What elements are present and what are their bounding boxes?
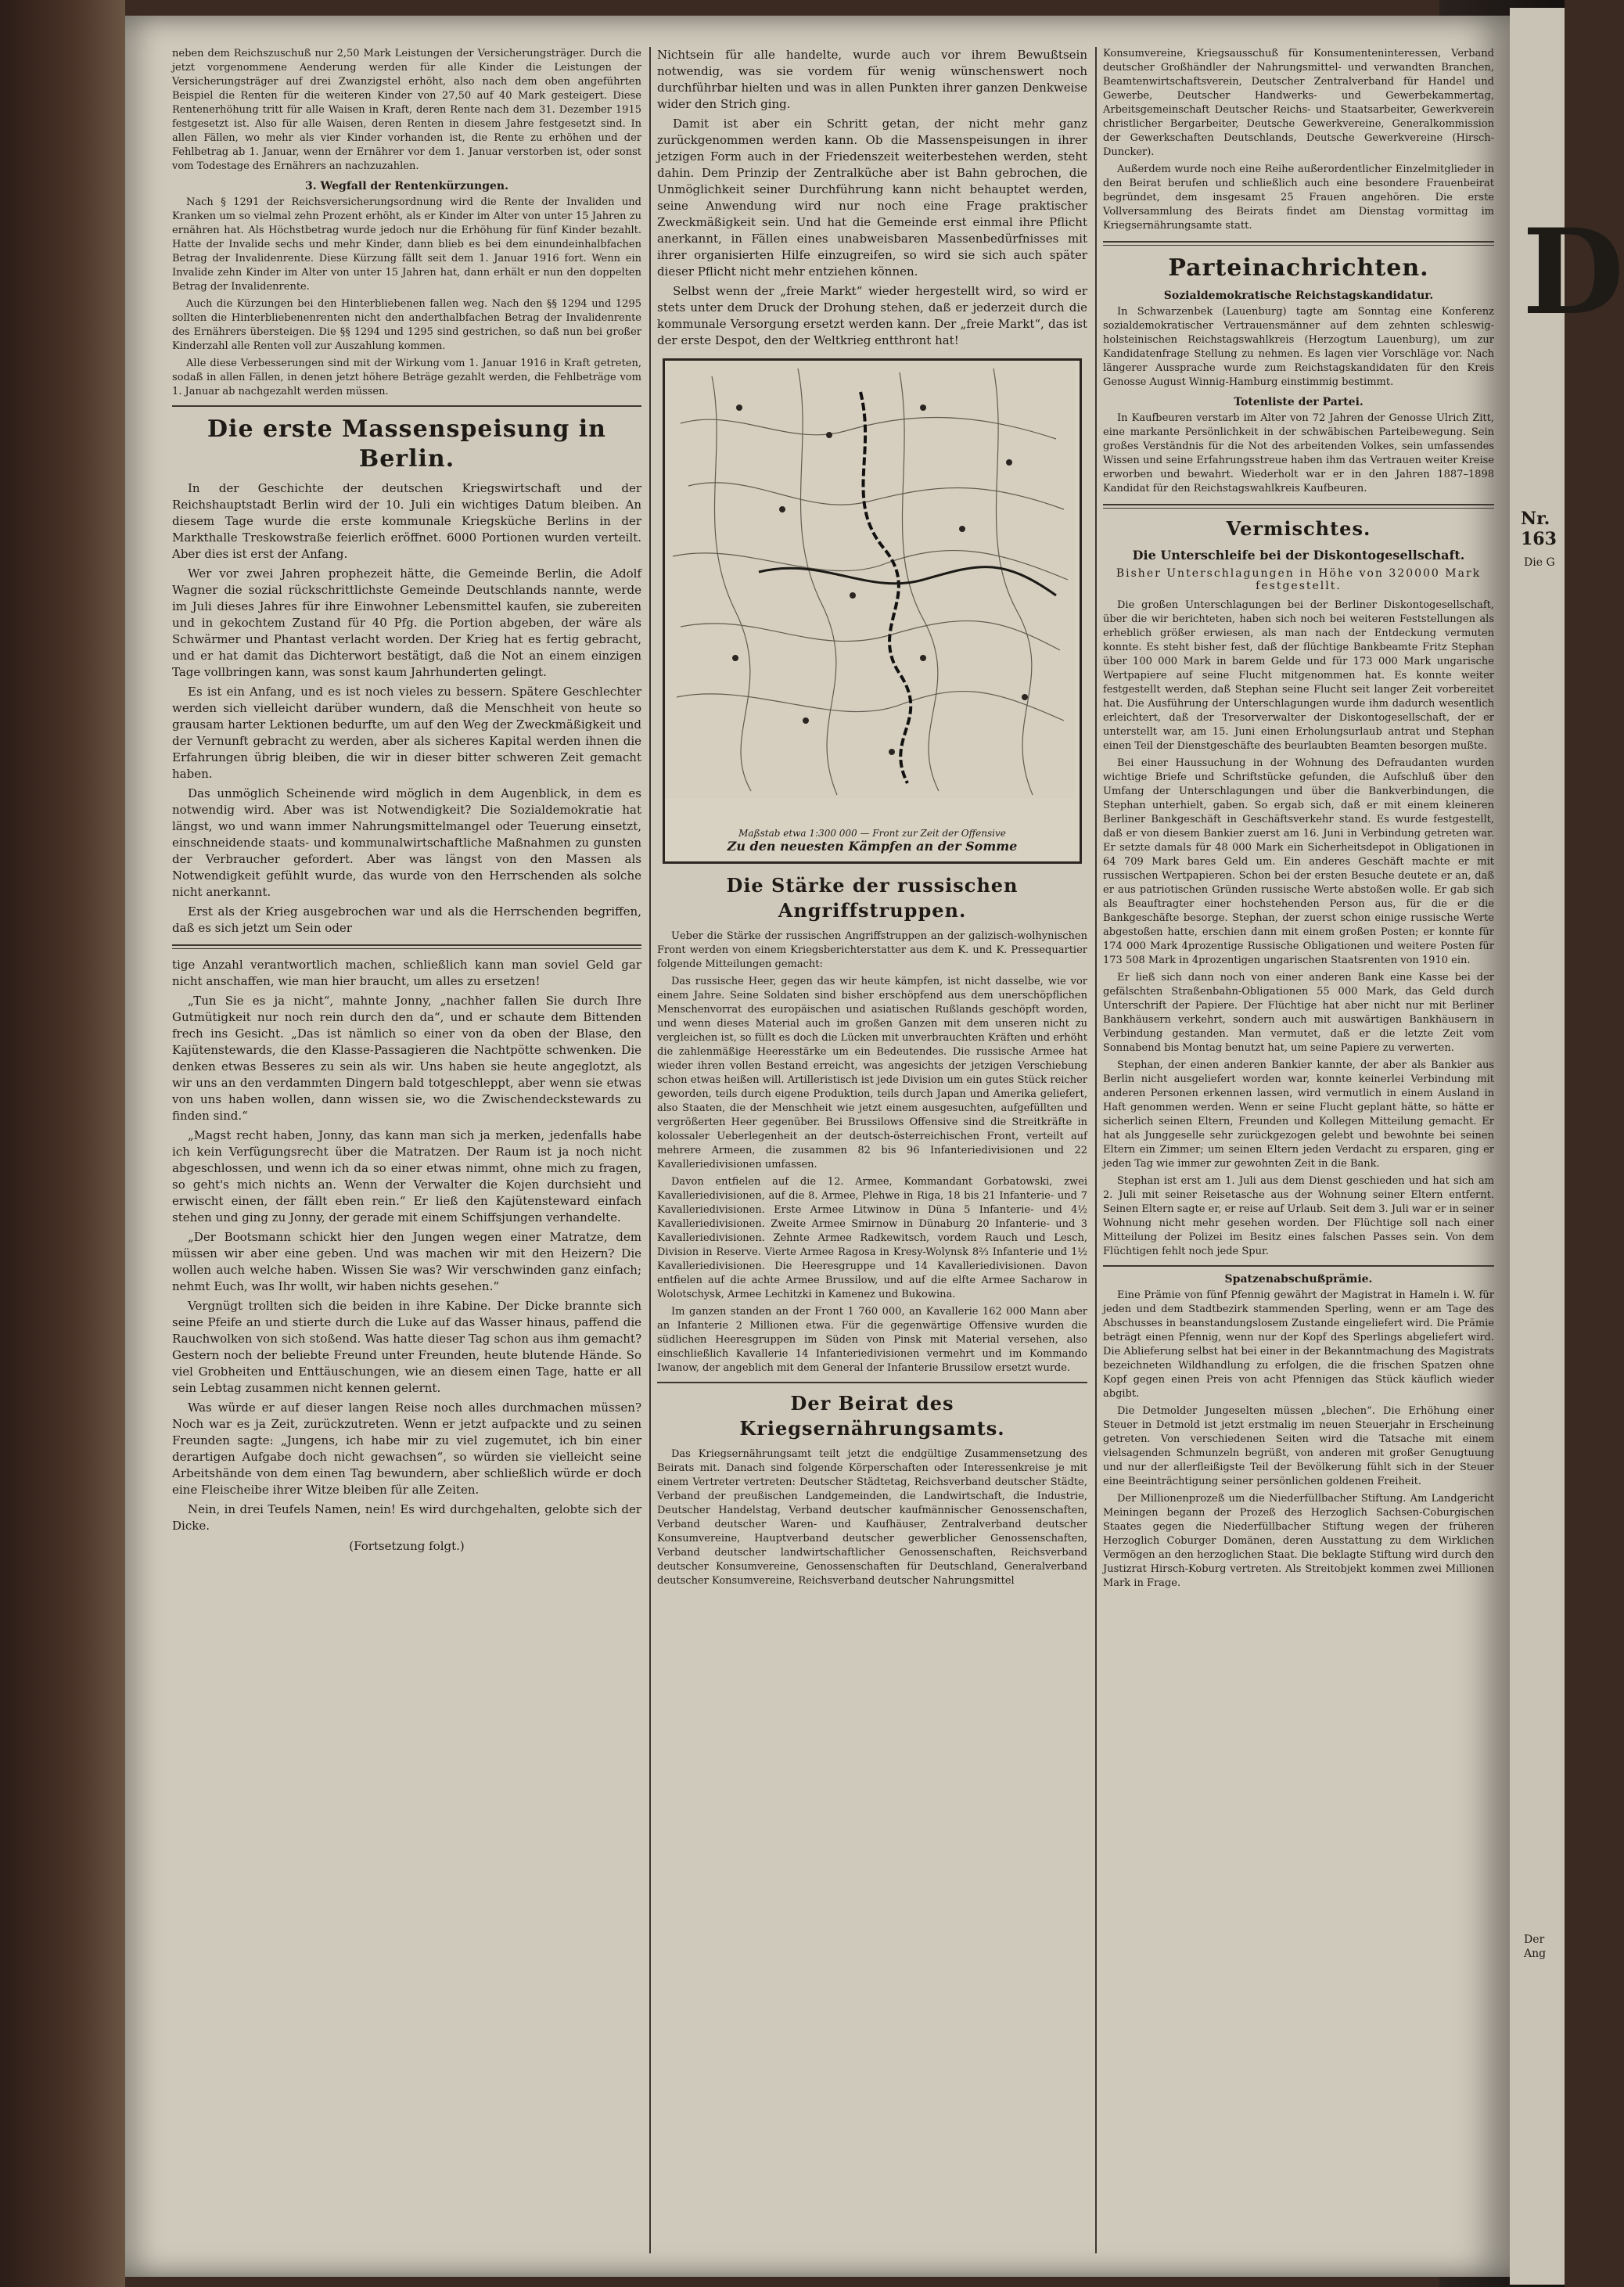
article-paragraph: Das Kriegsernährungsamt teilt jetzt die endgültige Zusammensetzung des Beirats mit. Danach sind folgende Körperschaften oder Interessenkreise je mit einem Vertreter vertreten: Deutscher Städtetag, Reichsverband deutscher Städte, Verband der preußischen Landgemeinden, die Landwirtschaft, die Industrie, Deutscher Handelstag, Verband deutscher kaufmännischer Genossenschaften, Verband deutscher Waren- und Kaufhäuser, Zentralverband deutscher Konsumvereine, Hauptverband deutscher gewerblicher Genossenschaften, Verband deutscher landwirtschaftlicher Genossenschaften, Reichsverband deutscher Konsumvereine, Genossenschaften für Deutschland, Generalverband deutscher Konsumvereine, Reichsverband deutscher Nahrungsmittel <box>657 1448 1087 1587</box>
article-paragraph: Bei einer Haussuchung in der Wohnung des Defraudanten wurden wichtige Briefe und Schriftstücke gefunden, die Aufschluß über den Umfang der Unterschlagungen und über die Bankverbindungen, die Stephan unterhielt, gaben. So ergab sich, daß er mit einem kleineren Berliner Bankgeschäft in Geschäftsverkehr stand. Es wurde festgestellt, daß er von diesem Bankier zuerst am 16. Juni in Verbindung getreten war. Er setzte damals für 48 000 Mark ein Sicherheitsdepot in Obligationen in 64 709 Mark bares Geld um. Ein anderes Geschäft machte er mit russischen Wertpapieren. Schon bei der ersten Besuche deutete er an, daß er aus patriotischen Gründen russische Werte abstoßen wolle. Er gab sich als Beauftragter einer hochstehenden Person aus, für die er die Bankgeschäfte besorge. Stephan, der zuerst schon einige russische Werte abgestoßen hatte, erschien dann mit einem großen Posten; er konnte für 174 000 Mark 4prozentige Russische Obligationen und weitere Posten für 173 508 Mark in 4prozentigen ungarischen Staatsrenten von 1910 ein. <box>1103 757 1494 966</box>
headline-russische-angriffstruppen: Die Stärke der russischen Angriffstruppen. <box>726 874 1019 922</box>
map-drawing <box>665 361 1075 799</box>
headline-parteinachrichten: Parteinachrichten. <box>1168 254 1429 282</box>
article-paragraph: Der Millionenprozeß um die Niederfüllbacher Stiftung. Am Landgericht Meiningen begann der Prozeß des Herzoglich Sachsen-Coburgischen Staates gegen die Niederfüllbacher Stiftung wegen der früheren Herzoglich Coburger Domänen, deren Ausstattung zu dem Wirklichen Vermögen an den herzoglichen Staat. Die beklagte Stiftung wird durch den Justizrat Hirsch-Koburg vertreten. Als Streitobjekt kommen zwei Millionen Mark in Frage. <box>1103 1493 1494 1589</box>
article-paragraph: In Kaufbeuren verstarb im Alter von 72 Jahren der Genosse Ulrich Zitt, eine markante Persönlichkeit in der schwäbischen Parteibewegung. Sein großes Verständnis für die Not des arbeitenden Volkes, sein umfassendes Wissen und seine Erfahrungsstreue haben ihm das Vertrauen weiter Kreise erworben und bewahrt. Wiederholt war er in den Jahren 1887–1898 Kandidat für den Reichstagswahlkreis Kaufbeuren. <box>1103 412 1494 494</box>
article-paragraph: Stephan, der einen anderen Bankier kannte, der aber als Bankier aus Berlin nicht ausgeliefert worden war, konnte keinerlei Verbindung mit anderen Personen erkennen lassen, wird vermutlich in einem Ausland in Haft genommen werden. Wenn er seine Flucht geplant hätte, so hätte er sicherlich seinen Eltern, Freunden und Kollegen Mitteilung gemacht. Er hat als Junggeselle sehr zurückgezogen gelebt und bewohnte bei seinen Eltern ein Zimmer; um seinen Eltern jeden Verdacht zu ersparen, ging er jeden Tag wie immer zur gewohnten Zeit in die Bank. <box>1103 1059 1494 1170</box>
column-1 <box>172 47 641 1553</box>
section-subheading: Sozialdemokratische Reichstagskandidatur. <box>1163 289 1434 302</box>
headline-beirat: Der Beirat des Kriegsernährungsamts. <box>739 1392 1005 1440</box>
divider <box>172 405 641 407</box>
article-paragraph: Ueber die Stärke der russischen Angriffstruppen an der galizisch-wolhynischen Front werden von einem Kriegsberichterstatter aus dem K. und K. Pressequartier folgende Mitteilungen gemacht: <box>657 930 1087 970</box>
section-subheading: Totenliste der Partei. <box>1234 396 1364 408</box>
map-title: Zu den neuesten Kämpfen an der Somme <box>727 839 1018 854</box>
article-paragraph: In Schwarzenbek (Lauenburg) tagte am Sonntag eine Konferenz sozialdemokratischer Vertrauensmänner auf dem zehnten schleswig-holsteinischen Reichstagswahlkreis (Herzogtum Lauenburg), um zur Kandidatenfrage Stellung zu nehmen. Es lagen vier Vorschläge vor. Nach längerer Aussprache wurde zum Reichstagskandidaten für den Kreis Genosse August Winnig-Hamburg einstimmig bestimmt. <box>1103 306 1494 388</box>
article-paragraph: Konsumvereine, Kriegsausschuß für Konsumenteninteressen, Verband deutscher Großhändler der Nahrungsmittel- und verwandten Branchen, Beamtenwirtschaftsverein, Deutscher Zentralverband für Handel und Gewerbe, Deutscher Handwerks- und Gewerbekammertag, Arbeitsgemeinschaft Deutscher Reichs- und Staatsarbeiter, Gewerkverein christlicher Bergarbeiter, Deutsche Gewerkvereine, Generalkommission der Gewerkschaften Deutschlands, Deutsche Gewerkvereine (Hirsch-Duncker). <box>1103 48 1494 158</box>
headline-vermischtes: Vermischtes. <box>1226 517 1371 540</box>
divider <box>657 1382 1087 1383</box>
section-subheading: 3. Wegfall der Rentenkürzungen. <box>305 180 508 192</box>
section-subheading: Spatzenabschußprämie. <box>1224 1273 1373 1286</box>
serial-paragraph: „Magst recht haben, Jonny, das kann man sich ja merken, jedenfalls habe ich kein Verfügungsrecht über die Matratzen. Der Raum ist ja noch nicht abgeschlossen, und wenn ich da so einer etwas nimmt, ohne mich zu fragen, so geht's mich nichts an. Wenn der Verwalter die Kojen durchsieht und erwischt einen, der fällt eben rein.“ Er ließ den Kajütensteward einfach stehen und ging zu Jonny, der gerade mit einem Schiffsjungen verhandelte. <box>172 1128 641 1224</box>
serial-paragraph: Nein, in drei Teufels Namen, nein! Es wird durchgehalten, gelobte sich der Dicke. <box>172 1502 641 1533</box>
newspaper-page <box>125 16 1510 2277</box>
text-fragment: Der Ang <box>1524 1933 1547 1960</box>
book-binding-left <box>0 0 125 2287</box>
column-rule <box>1095 47 1097 2253</box>
article-paragraph: Das unmöglich Scheinende wird möglich in dem Augenblick, in dem es notwendig wird. Aber was ist Notwendigkeit? Die Sozialdemokratie hat längst, wo und wann immer Nahrungsmittelmangel oder Teuerung einsetzt, einschneidende staats- und kommunalwirtschaftliche Maßnahmen zu gunsten der Verbraucher gefordert. Aber was längst von den Massen als Notwendigkeit gefühlt wurde, das wurde von den Herrschenden als solche nicht anerkannt. <box>172 786 641 899</box>
article-paragraph: Außerdem wurde noch eine Reihe außerordentlicher Einzelmitglieder in den Beirat berufen und schließlich auch eine besondere Frauenbeirat begründet, dem insgesamt 25 Frauen angehören. Die erste Vollversammlung des Beirats findet am Dienstag vormittag im Kriegsernährungsamte statt. <box>1103 164 1494 232</box>
article-paragraph: Damit ist aber ein Schritt getan, der nicht mehr ganz zurückgenommen werden kann. Ob die Massenspeisungen in ihrer jetzigen Form auch in der Friedenszeit weiterbestehen werden, steht dahin. Dem Prinzip der Zentralküche aber ist Bahn gebrochen, die Unmöglichkeit seiner Durchführung kann nicht behauptet werden, seine Anwendung wird nur noch eine Frage praktischer Zweckmäßigkeit sein. Und hat die Gemeinde erst einmal ihre Pflicht anerkannt, in Fällen eines unabweisbaren Massenbedürfnisses mit ihrer organisierten Hilfe einzugreifen, so wird sie sich auch später dieser Pflicht nicht mehr entziehen können. <box>657 117 1087 279</box>
map-scale-label: Maßstab etwa 1:300 000 — Front zur Zeit der Offensive <box>738 828 1006 839</box>
divider <box>1103 1265 1494 1267</box>
issue-number: Nr. 163 <box>1521 509 1557 549</box>
article-paragraph: Nichtsein für alle handelte, wurde auch vor ihrem Bewußtsein notwendig, was sie vordem für wenig wünschenswert noch durchführbar hielten und was in allen Punkten ihrer ganzen Denkweise wider den Strich ging. <box>657 48 1087 111</box>
article-paragraph: Nach § 1291 der Reichsversicherungsordnung wird die Rente der Invaliden und Kranken um so vielmal zehn Prozent erhöht, als er Kinder im Alter von unter 15 Jahren zu ernähren hat. Als Höchstbetrag wurde jedoch nur die Erhöhung für fünf Kinder bezahlt. Hatte der Invalide sechs und mehr Kinder, dann blieb es bei dem einundeinhalbfachen Betrag der Invalidenrente. Diese Kürzung fällt seit dem 1. Januar 1916 fort. Wenn ein Invalide zehn Kinder im Alter von unter 15 Jahren hat, dann erhält er nun den doppelten Betrag der Invalidenrente. <box>172 196 641 293</box>
adjacent-page-edge <box>1510 8 1624 2285</box>
article-paragraph: Stephan ist erst am 1. Juli aus dem Dienst geschieden und hat sich am 2. Juli mit seiner Reisetasche aus der Wohnung seiner Eltern entfernt. Seinen Eltern sagte er, er reise auf Urlaub. Seit dem 3. Juli war er in seiner Wohnung nicht mehr gesehen worden. Der Flüchtige soll nach einer Mitteilung der Polizei im Besitz eines falschen Passes sein. Von dem Flüchtigen fehlt noch jede Spur. <box>1103 1175 1494 1257</box>
divider <box>1103 504 1494 509</box>
article-paragraph: Davon entfielen auf die 12. Armee, Kommandant Gorbatowski, zwei Kavalleriedivisionen, auf die 8. Armee, Plehwe in Riga, 18 bis 21 Infanterie- und 7 Kavalleriedivisionen. Erste Armee Litwinow in Düna 5 Infanterie- und 4½ Kavalleriedivisionen. Zweite Armee Smirnow in Dünaburg 20 Infanterie- und 3 Kavalleriedivisionen. Zehnte Armee Radkewitsch, vordem Rauch und Lesch, Division in Reserve. Vierte Armee Ragosa in Kresy-Wolynsk 8⅔ Infanterie und 1½ Kavalleriedivisionen. Die Heeresgruppe und 14 Kavalleriedivisionen. Davon entfielen auf die achte Armee Brussilow, und auf die elfte Armee Sacharow in Wolotschysk, Armee Lechitzki in Kamenez und Bukowina. <box>657 1176 1087 1300</box>
article-subtitle: Bisher Unterschlagungen in Höhe von 320000 Mark festgestellt. <box>1116 567 1482 592</box>
article-paragraph: neben dem Reichszuschuß nur 2,50 Mark Leistungen der Versicherungsträger. Durch die jetzt vorgenommene Aenderung werden für alle Kinder die Leistungen der Versicherungsträger auf drei Zwanzigstel erhöht, also nach dem oben angeführten Beispiel die Renten für die weiteren Kinder von 27,50 auf 40 Mark gesteigert. Diese Rentenerhöhung tritt für alle Waisen in Kraft, deren Rente nach dem 31. Dezember 1915 festgesetzt ist. Also für alle Waisen, deren Renten in diesem Jahre festgesetzt sind. In allen Fällen, wo mehr als vier Kinder vorhanden ist, die Rente zu erhöhen und der Fehlbetrag ab 1. Januar, wenn der Ernährer vor dem 1. Januar verstorben ist, oder sonst vom Todestage des Ernährers an nachzuzahlen. <box>172 48 641 172</box>
somme-map <box>663 358 1082 864</box>
serial-paragraph: „Tun Sie es ja nicht“, mahnte Jonny, „nachher fallen Sie durch Ihre Gutmütigkeit nur noch rein durch den da“, und er schaute dem Bittenden frech ins Gesicht. „Das ist nämlich so einer von da oben der Blase, den Kajütenstewards, die den Klasse-Passagieren die Nachtpötte schwenken. Die denken etwas Besseres zu sein als wir. Uns haben sie heute angeglotzt, als wir uns an den verdammten Dingern bald totgeschleppt, aber wenn sie etwas von uns haben wollen, dann wissen sie, wo die Zwischendeckstewards zu finden sind.“ <box>172 994 641 1123</box>
masthead-fragment: D <box>1522 203 1624 341</box>
article-paragraph: Selbst wenn der „freie Markt“ wieder hergestellt wird, so wird er stets unter dem Druck der Drohung stehen, daß er jederzeit durch die kommunale Versorgung ersetzt werden kann. Der „freie Markt“, das ist der erste Despot, den der Weltkrieg entthront hat! <box>657 284 1087 347</box>
article-paragraph: Er ließ sich dann noch von einer anderen Bank eine Kasse bei der gefälschten Straßenbahn-Obligationen 55 000 Mark, das Geld durch Unterschrift der Papiere. Der Flüchtige hat aber nicht nur mit Berliner Bankhäusern verkehrt, sondern auch mit auswärtigen Bankhäusern in Verbindung gestanden. Man vermutet, daß er die letzte Zeit vom Sonnabend bis Montag benutzt hat, um seine Papiere zu verwerten. <box>1103 972 1494 1054</box>
serial-paragraph: tige Anzahl verantwortlich machen, schließlich kann man soviel Geld gar nicht anschaffen, wie man hier braucht, um alles zu ersetzen! <box>172 958 641 988</box>
continued-note: (Fortsetzung folgt.) <box>349 1539 465 1553</box>
article-paragraph: Eine Prämie von fünf Pfennig gewährt der Magistrat in Hameln i. W. für jeden und dem Stadtbezirk stammenden Sperling, wenn er am Tage des Abschusses in beanstandungslosem Zustande eingeliefert wird. Die Prämie beträgt einen Pfennig, wenn nur der Kopf des Sperlings abgeliefert wird. Die Ablieferung selbst hat bei einer in der Bekanntmachung des Magistrats bezeichneten Wildhandlung zu erfolgen, die die frischen Spatzen ohne Kopf gegen einen Preis von acht Pfennigen das Stück käuflich wieder abgibt. <box>1103 1289 1494 1400</box>
serial-paragraph: Was würde er auf dieser langen Reise noch alles durchmachen müssen? Noch war es ja Zeit, zurückzutreten. Wenn er jetzt aufpackte und zu seinen Freunden sagte: „Jungens, ich habe mir zu viel zugemutet, ich bin einer derartigen Aufgabe doch nicht gewachsen“, so würden sie vielleicht seine Arbeitshände von dem einen Tag bewundern, aber schließlich würde er doch eine Fleischeibe ihrer Witze bleiben für alle Zeiten. <box>172 1401 641 1497</box>
article-paragraph: Die großen Unterschlagungen bei der Berliner Diskontogesellschaft, über die wir berichteten, haben sich noch bei weiteren Feststellungen als erheblich größer erwiesen, als man nach der Entdeckung vermuten konnte. Es steht bisher fest, daß der flüchtige Bankbeamte Fritz Stephan über 100 000 Mark in barem Gelde und für 173 000 Mark ungarische Wertpapiere auf seine Flucht mitgenommen hat. Es konnte weiter festgestellt werden, daß Stephan seine Flucht seit langer Zeit vorbereitet hat. Die Ausführung der Unterschlagungen wurde ihm dadurch wesentlich erleichtert, daß der Tresorverwalter der Diskontogesellschaft, der er unterstellt war, am 15. Juni einen Erholungsurlaub antrat und Stephan einen Teil der Dienstgeschäfte des beurlaubten Beamten besorgen mußte. <box>1103 599 1494 752</box>
article-paragraph: Im ganzen standen an der Front 1 760 000, an Kavallerie 162 000 Mann aber an Infanterie 2 Millionen etwa. Für die gegenwärtige Offensive wurden die südlichen Heeresgruppen im Süden von Pinsk mit Material versehen, also einschließlich Kavallerie 14 Infanteriedivisionen vermehrt und im Kommando Iwanow, der angeblich mit dem General der Infanterie Brussilow ersetzt wurde. <box>657 1306 1087 1374</box>
column-3 <box>1103 47 1494 1594</box>
article-paragraph: Wer vor zwei Jahren prophezeit hätte, die Gemeinde Berlin, die Adolf Wagner die sozial rückschrittlichste Gemeinde Deutschlands nannte, werde im Juli dieses Jahres für ihre Einwohner Lebensmittel kaufen, sie zubereiten und in gekochtem Zustand für 40 Pfg. die Portion abgeben, der wäre als Schwärmer und Phantast verlacht worden. Der Krieg hat es fertig gebracht, und er hat damit das Dichterwort bestätigt, daß die Not an einem einzigen Tage vollbringen kann, was sonst kaum Jahrhunderten gelingt. <box>172 566 641 679</box>
text-fragment: Die G <box>1524 556 1555 569</box>
article-title: Die Unterschleife bei der Diskontogesellschaft. <box>1132 548 1465 563</box>
article-paragraph: Die Detmolder Jungeselten müssen „blechen“. Die Erhöhung einer Steuer in Detmold ist jetzt erstmalig im neuen Steuerjahr in Erscheinung getreten. Von verschiedenen Seiten wird die Tatsache mit einem vielsagenden Schmunzeln begrüßt, von anderen mit großer Genugtuung und nur der allerfleißigste Teil der Bevölkerung fühlt sich in der Steuer eine Beeinträchtigung seiner persönlichen goldenen Freiheit. <box>1103 1405 1494 1487</box>
article-paragraph: Erst als der Krieg ausgebrochen war und als die Herrschenden begriffen, daß es sich jetzt um Sein oder <box>172 904 641 935</box>
article-paragraph: Auch die Kürzungen bei den Hinterbliebenen fallen weg. Nach den §§ 1294 und 1295 sollten die Hinterbliebenenrenten nicht den anderthalbfachen Betrag der Invalidenrente des Ernährers übersteigen. Die §§ 1294 und 1295 sind gestrichen, so daß nun bei großer Kinderzahl alle Renten voll zur Auszahlung kommen. <box>172 298 641 352</box>
serial-paragraph: Vergnügt trollten sich die beiden in ihre Kabine. Der Dicke brannte sich seine Pfeife an und stierte durch die Luke auf das Wasser hinaus, paffend die Rauchwolken von sich stoßend. Was hatte dieser Tag schon aus ihm gemacht? Gestern noch der beliebte Freund unter Freunden, heute blutende Hände. So viel Grobheiten und Enttäuschungen, wie an diesem einen Tage, hatte er all sein Lebtag zusammen nicht kennen gelernt. <box>172 1299 641 1395</box>
column-rule <box>649 47 651 2253</box>
divider <box>172 944 641 949</box>
article-paragraph: Das russische Heer, gegen das wir heute kämpfen, ist nicht dasselbe, wie vor einem Jahre. Seine Soldaten sind bisher erschöpfend aus dem unerschöpflichen Menschenvorrat des europäischen und asiatischen Rußlands geschöpft worden, und wenn dieses Material auch im großen Ganzen mit dem unseren nicht zu vergleichen ist, so füllt es doch die Lücken mit unverbrauchten Kräften und erhöht die zahlenmäßige Heeresstärke um ein Bedeutendes. Die russische Armee hat wieder ihren vollen Bestand erreicht, was angesichts der jetzigen Verschiebung schon etwas heißen will. Artilleristisch ist jede Division um ein gutes Stück reicher geworden, teils durch eigene Produktion, teils durch Japan und Amerika geliefert, also Staaten, die der Menschheit wie jetzt einem ausgesuchten, aufgefüllten und vergrößerten Heer gegenüber. Bei Brussilows Offensive sind die Streitkräfte in kolossaler Ueberlegenheit an der deutsch-österreichischen Front, verteilt auf mehrere Armeen, die zusammen 82 bis 96 Infanteriedivisionen und 22 Kavalleriedivisionen umfassen. <box>657 976 1087 1170</box>
article-paragraph: Es ist ein Anfang, und es ist noch vieles zu bessern. Spätere Geschlechter werden sich vielleicht darüber wundern, daß die Menschheit von heute so grausam harter Lektionen bedurfte, um auf den Weg der Zweckmäßigkeit und der Vernunft gebracht zu werden, aber als sicheres Kapital werden ihnen die Erfahrungen übrig bleiben, die wir in dieser bitter schweren Zeit gemacht haben. <box>172 685 641 781</box>
serial-paragraph: „Der Bootsmann schickt hier den Jungen wegen einer Matratze, dem müssen wir aber eine geben. Und was machen wir mit den Heizern? Die wollen auch welche haben. Wissen Sie was? Wir verschwinden ganz einfach; nehmt Euch, was Ihr wollt, wir haben nichts gesehen.“ <box>172 1230 641 1293</box>
article-paragraph: Alle diese Verbesserungen sind mit der Wirkung vom 1. Januar 1916 in Kraft getreten, sodaß in allen Fällen, in denen jetzt höhere Beträge gezahlt werden, die Fehlbeträge vom 1. Januar ab nachgezahlt werden müssen. <box>172 358 641 397</box>
column-2 <box>657 47 1087 1591</box>
divider <box>1103 241 1494 246</box>
article-paragraph: In der Geschichte der deutschen Kriegswirtschaft und der Reichshauptstadt Berlin wird der 10. Juli ein wichtiges Datum bleiben. An diesem Tage wurde die erste kommunale Kriegsküche Berlins in der Markthalle Treskowstraße feierlich eröffnet. 6000 Portionen wurden verteilt. Aber dies ist erst der Anfang. <box>172 481 641 561</box>
map-caption <box>665 828 1080 854</box>
headline-massenspeisung: Die erste Massenspeisung in Berlin. <box>207 415 606 473</box>
